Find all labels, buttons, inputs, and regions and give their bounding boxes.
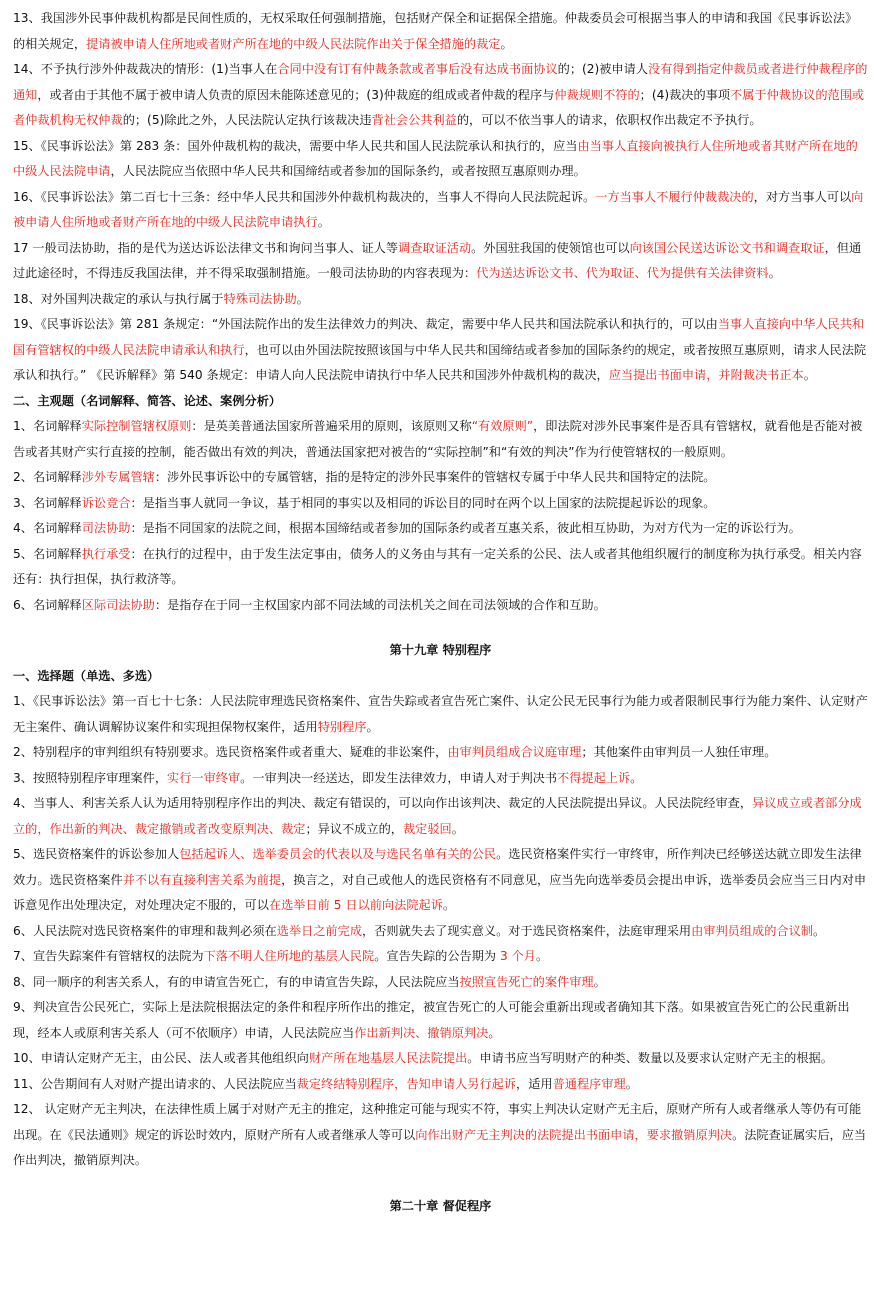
highlighted-text: 实行一审终审 <box>167 770 241 785</box>
text-run: 。申请书应当写明财产的种类、数量以及要求认定财产无主的根据。 <box>467 1051 833 1065</box>
text-run: 3、名词解释 <box>13 495 82 510</box>
text-run: ，人民法院应当依照中华人民共和国缔结或者参加的国际条约，或者按照互惠原则办理。 <box>110 164 586 178</box>
paragraph <box>13 134 868 185</box>
paragraph <box>13 740 868 766</box>
text-run: ，对方当事人可以 <box>753 189 852 204</box>
text-run: 。 <box>317 215 330 229</box>
text-run: 11、公告期间有人对财产提出请求的、人民法院应当 <box>13 1076 297 1091</box>
highlighted-text: 普通程序审理 <box>552 1076 626 1091</box>
text-run: 15、《民事诉讼法》第 283 条：国外仲裁机构的裁决，需要中华人民共和国人民法院承认和执行的，应当 <box>13 138 578 153</box>
text-run: 2、特别程序的审判组织有特别要求。选民资格案件或者重大、疑难的非讼案件， <box>13 745 448 759</box>
text-run: ，否则就失去了现实意义。对于选民资格案件，法庭审理采用 <box>362 923 692 938</box>
paragraph <box>13 919 868 945</box>
paragraph <box>13 287 868 313</box>
text-run: 。 <box>500 36 513 51</box>
text-run: 。 <box>296 291 309 306</box>
chapter20-title: 第二十章 督促程序 <box>389 1198 492 1213</box>
highlighted-text: 包括起诉人、选举委员会的代表以及与选民名单有关的公民 <box>179 847 497 861</box>
highlighted-text: 财产所在地基层人民法院提出 <box>308 1051 468 1065</box>
highlighted-text: 向被申请人住所地或者财产所在地的中级人民法院申请执行 <box>13 189 864 229</box>
text-run: 1、《民事诉讼法》第一百七十七条：人民法院审理选民资格案件、宣告失踪或者宣告死亡案件、认定公民无民事行为能力或者限制民事行为能力案件、认定财产无主案件、确认调解协议案件和实现担保物权案件，适用 <box>13 694 868 734</box>
text-run: 4、当事人、利害关系人认为适用特别程序作出的判决、裁定有错误的，可以向作出该判决、裁定的人民法院提出异议。人民法院经审查， <box>13 796 753 810</box>
text-run: 7、宣告失踪案件有管辖权的法院为 <box>13 949 204 963</box>
text-run: 。宣告失踪的公告期为 <box>374 949 500 963</box>
text-run: 的；(2)被申请人 <box>557 62 649 76</box>
text-run: 的；(5)除此之外，人民法院认定执行该裁决违 <box>122 113 372 127</box>
paragraph <box>13 57 868 134</box>
text-run: 。 <box>803 368 816 382</box>
highlighted-text: 异议成立或者部分成立的，作出新的判决、裁定撤销或者改变原判决、裁定 <box>13 796 862 836</box>
paragraph <box>13 791 868 842</box>
highlighted-text: 合同中没有订有仲裁条款或者事后没有达成书面协议 <box>277 62 558 76</box>
text-run: 16、《民事诉讼法》第二百七十三条：经中华人民共和国涉外仲裁机构裁决的，当事人不得向人民法院起诉。 <box>13 189 596 204</box>
text-run: 5、选民资格案件的诉讼参加人 <box>13 847 180 861</box>
text-run: 。 <box>812 923 826 938</box>
paragraph <box>13 6 868 57</box>
text-run: 8、同一顺序的利害关系人，有的申请宣告死亡，有的申请宣告失踪，人民法院应当 <box>13 974 460 989</box>
paragraph <box>13 491 868 517</box>
paragraph <box>13 516 868 542</box>
section18-subjective-heading: 二、主观题（名词解释、简答、论述、案例分析） <box>13 393 282 408</box>
highlighted-text: 司法协助 <box>81 521 131 535</box>
text-run: 12、 认定财产无主判决，在法律性质上属于对财产无主的推定，这种推定可能与现实不符，事实上判决认定财产无主后，原财产所有人或者继承人等仍有可能出现。在《民法通则》规定的诉讼时效内，原财产所有人或者继承人等可以 <box>13 1102 862 1142</box>
highlighted-text: 应当提出书面申请，并附裁决书正本 <box>608 368 804 382</box>
text-run: 19、《民事诉讼法》第 281 条规定：“外国法院作出的发生法律效力的判决、裁定，需要中华人民共和国法院承认和执行的，可以由 <box>13 317 718 331</box>
paragraph <box>13 944 868 970</box>
paragraph <box>13 236 868 287</box>
text-run: ；其他案件由审判员一人独任审理。 <box>581 745 777 759</box>
paragraph <box>13 995 868 1046</box>
text-run: ：是英美普通法国家所普遍采用的原则，该原则又称 <box>191 419 472 433</box>
text-run: 18、对外国判决裁定的承认与执行属于 <box>13 291 224 306</box>
paragraph <box>13 1046 868 1072</box>
text-run: 。 <box>630 770 643 785</box>
paragraph <box>13 970 868 996</box>
text-run: ，也可以由外国法院按照该国与中华人民共和国缔结或者参加的国际条约的规定，或者按照互惠原则，请求人民法院承认和执行。” 《民诉解释》第 540 条规定：申请人向人民法院申请执行中华人民共和国涉外仲裁机构的裁决， <box>13 342 867 382</box>
text-run: 。 <box>593 974 606 989</box>
text-run: ，但通过此途径时，不得违反我国法律，并不得采取强制措施。一般司法协助的内容表现为： <box>13 240 862 280</box>
highlighted-text: 不得提起上诉 <box>557 770 631 785</box>
text-run: 。选民资格案件实行一审终审，所作判决已经够送达就立即发生法律效力。选民资格案件 <box>13 847 862 887</box>
text-run: ：是指存在于同一主权国家内部不同法域的司法机关之间在司法领域的合作和互助。 <box>154 597 606 612</box>
text-run: 3、按照特别程序审理案件， <box>13 770 168 785</box>
text-run: 。 <box>366 719 379 734</box>
chapter19-title: 第十九章 特别程序 <box>389 643 492 657</box>
paragraph <box>13 312 868 389</box>
text-run: ，换言之，对自己或他人的选民资格有不同意见，应当先向选举委员会提出申诉，选举委员会应当三日内对申诉意见作出处理决定，对处理决定不服的，可以 <box>13 872 867 912</box>
text-run: ：在执行的过程中，由于发生法定事由，债务人的义务由与其有一定关系的公民、法人或者其他组织履行的制度称为执行承受。相关内容还有：执行担保，执行救济等。 <box>13 546 862 586</box>
paragraph <box>13 465 868 491</box>
highlighted-text: 选举日之前完成 <box>276 923 363 938</box>
highlighted-text: 由当事人直接向被执行人住所地或者其财产所在地的中级人民法院申请 <box>13 138 858 178</box>
highlighted-text: 实际控制管辖权原则 <box>81 419 192 433</box>
text-run: 1、名词解释 <box>13 419 82 433</box>
paragraph <box>13 185 868 236</box>
text-run: 。法院查证属实后，应当作出判决，撤销原判决。 <box>13 1127 867 1167</box>
section18-subjective-list <box>13 414 868 618</box>
highlighted-text: 3 个月 <box>499 949 536 963</box>
text-run: 14、不予执行涉外仲裁裁决的情形：(1)当事人在 <box>13 62 278 76</box>
highlighted-text: 由审判员组成合议庭审理 <box>447 745 582 759</box>
text-run: 9、判决宣告公民死亡，实际上是法院根据法定的条件和程序所作出的推定，被宣告死亡的人可能会重新出现或者确知其下落。如果被宣告死亡的公民重新出现，经本人或原利害关系人（可不依顺序）申请，人民法院应当 <box>13 1000 850 1040</box>
text-run: 。一审判决一经送达，即发生法律效力，申请人对于判决书 <box>240 770 558 785</box>
highlighted-text: 调查取证活动 <box>398 240 472 255</box>
chapter19-choice-heading: 一、选择题（单选、多选） <box>13 668 160 683</box>
text-run: 5、名词解释 <box>13 546 82 561</box>
highlighted-text: 由审判员组成的合议制 <box>691 923 813 938</box>
highlighted-text: 涉外专属管辖 <box>81 470 155 484</box>
text-run: ：是指不同国家的法院之间，根据本国缔结或者参加的国际条约或者互惠关系，彼此相互协助，为对方代为一定的诉讼行为。 <box>130 521 801 535</box>
text-run: ，或者由于其他不属于被申请人负责的原因未能陈述意见的；(3)仲裁庭的组成或者仲裁的程序与 <box>37 87 555 102</box>
highlighted-text: 裁定终结特别程序，告知申请人另行起诉 <box>296 1076 517 1091</box>
highlighted-text: 诉讼竞合 <box>81 495 131 510</box>
text-run: ，即法院对涉外民事案件是否具有管辖权，就看他是否能对被告或者其财产实行直接的控制，能否做出有效的判决，普通法国家把对被告的“实际控制”和“有效的判决”作为行使管辖权的一般原则。 <box>13 419 863 459</box>
highlighted-text: 没有得到指定仲裁员或者进行仲裁程序的通知 <box>13 62 868 102</box>
text-run: 。 <box>535 949 549 963</box>
text-run: 17 一般司法协助，指的是代为送达诉讼法律文书和询问当事人、证人等 <box>13 240 399 255</box>
section18-choice-list <box>13 6 868 389</box>
highlighted-text: 作出新判决、撤销原判决 <box>354 1025 489 1040</box>
highlighted-text: 仲裁规则不符的 <box>554 87 640 102</box>
text-run: 10、申请认定财产无主，由公民、法人或者其他组织向 <box>13 1051 309 1065</box>
highlighted-text: 执行承受 <box>81 546 131 561</box>
highlighted-text: 向作出财产无主判决的法院提出书面申请，要求撤销原判决 <box>415 1127 733 1142</box>
highlighted-text: 按照宣告死亡的案件审理 <box>459 974 594 989</box>
highlighted-text: 不属于仲裁协议的范围或者仲裁机构无权仲裁 <box>13 87 865 127</box>
highlighted-text: 特殊司法协助 <box>223 291 297 306</box>
highlighted-text: 下落不明人住所地的基层人民院 <box>203 949 375 963</box>
text-run: 4、名词解释 <box>13 521 82 535</box>
highlighted-text: 裁定驳回 <box>403 821 452 836</box>
chapter19-choice-list <box>13 689 868 1174</box>
paragraph <box>13 766 868 792</box>
text-run: ：涉外民事诉讼中的专属管辖，指的是特定的涉外民事案件的管辖权专属于中华人民共和国特定的法院。 <box>154 470 716 484</box>
text-run: ，适用 <box>516 1076 553 1091</box>
text-run: ；(4)裁决的事项 <box>639 87 731 102</box>
text-run: 6、名词解释 <box>13 597 82 612</box>
text-run: ；异议不成立的， <box>305 821 403 836</box>
text-run: 13、我国涉外民事仲裁机构都是民间性质的，无权采取任何强制措施，包括财产保全和证据保全措施。仲裁委员会可根据当事人的申请和我国《民事诉讼法》的相关规定， <box>13 11 858 51</box>
paragraph <box>13 414 868 465</box>
text-run: 2、名词解释 <box>13 470 82 484</box>
highlighted-text: 区际司法协助 <box>81 597 155 612</box>
paragraph <box>13 1097 868 1174</box>
text-run: 。 <box>625 1076 638 1091</box>
paragraph <box>13 593 868 619</box>
text-run: 。 <box>768 266 781 280</box>
highlighted-text: 一方当事人不履行仲裁裁决的 <box>595 189 754 204</box>
highlighted-text: 当事人直接向中华人民共和国有管辖权的中级人民法院申请承认和执行 <box>13 317 865 357</box>
text-run: 6、人民法院对选民资格案件的审理和裁判必须在 <box>13 923 277 938</box>
paragraph <box>13 842 868 919</box>
highlighted-text: 在选举日前 5 日以前向法院起诉 <box>268 898 443 912</box>
text-run: ：是指当事人就同一争议，基于相同的事实以及相同的诉讼目的同时在两个以上国家的法院提起诉讼的现象。 <box>130 495 716 510</box>
text-run: 。 <box>442 898 456 912</box>
paragraph <box>13 1072 868 1098</box>
paragraph <box>13 542 868 593</box>
text-run: 的，可以不依当事人的请求，依职权作出裁定不予执行。 <box>456 113 762 127</box>
highlighted-text: “有效原则” <box>471 419 534 433</box>
text-run: 。外国驻我国的使领馆也可以 <box>471 240 630 255</box>
text-run: 。 <box>488 1025 501 1040</box>
highlighted-text: 特别程序 <box>317 719 367 734</box>
highlighted-text: 并不以有直接利害关系为前提 <box>122 872 282 887</box>
text-run: 。 <box>451 821 464 836</box>
highlighted-text: 背社会公共利益 <box>371 113 457 127</box>
highlighted-text: 代为送达诉讼文书、代为取证、代为提供有关法律资料 <box>476 266 769 280</box>
highlighted-text: 向该国公民送达诉讼文书和调查取证 <box>629 240 825 255</box>
paragraph <box>13 689 868 740</box>
highlighted-text: 提请被申请人住所地或者财产所在地的中级人民法院作出关于保全措施的裁定 <box>86 36 501 51</box>
